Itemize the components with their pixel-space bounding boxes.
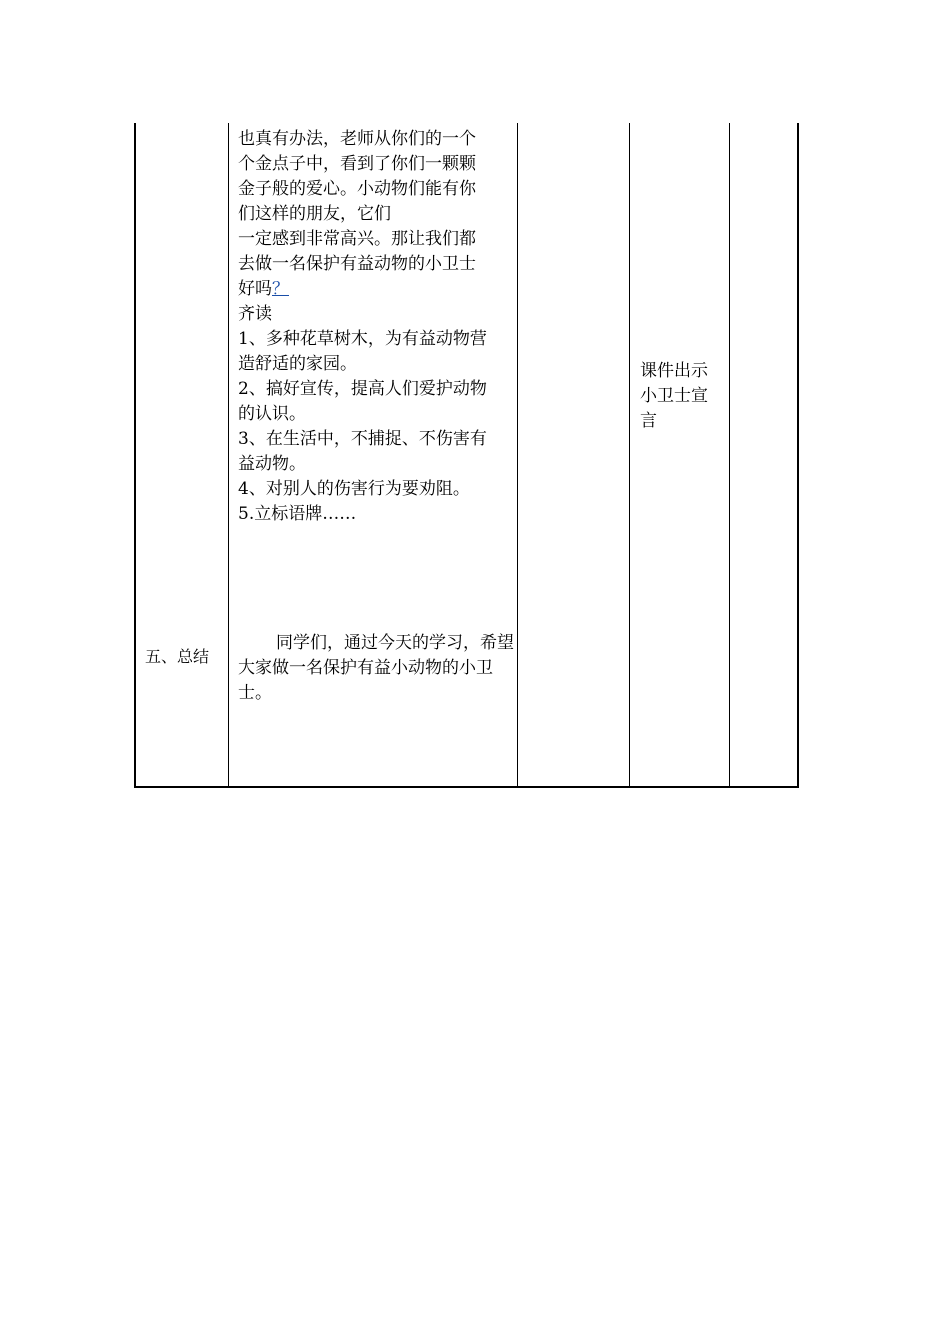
- media-line: 言: [640, 411, 657, 431]
- pledge-line: 1、多种花草树木，为有益动物营: [238, 329, 487, 349]
- pledge-line: 3、在生活中，不捕捉、不伤害有: [238, 429, 487, 449]
- lesson-line-last: [238, 277, 513, 302]
- media-line: 课件出示: [640, 361, 708, 381]
- table-divider-4: [729, 123, 730, 788]
- summary-cell: [238, 631, 513, 706]
- pledge-line: 5.立标语牌……: [238, 504, 357, 524]
- lesson-line: 去做一名保护有益动物的小卫士: [238, 254, 476, 274]
- stage-label: 五、总结: [145, 647, 210, 666]
- table-divider-1: [228, 123, 229, 788]
- table-border-right: [797, 123, 799, 788]
- table-divider-3: [629, 123, 630, 788]
- lesson-line: 一定感到非常高兴。那让我们都: [238, 229, 476, 249]
- table-border-bottom: [134, 786, 799, 788]
- table-border-left: [134, 123, 136, 788]
- media-line: 小卫士宣: [640, 386, 708, 406]
- pledge-line: 4、对别人的伤害行为要劝阻。: [238, 479, 470, 499]
- lesson-line: 们这样的朋友，它们: [238, 204, 391, 224]
- pledge-line: 的认识。: [238, 404, 306, 424]
- question-mark: ？: [272, 279, 289, 299]
- pledge-line: 2、搞好宣传，提高人们爱护动物: [238, 379, 487, 399]
- media-cell: [640, 359, 720, 434]
- lesson-line: 金子般的爱心。小动物们能有你: [238, 179, 476, 199]
- read-aloud-label: 齐读: [238, 304, 272, 324]
- summary-line: 大家做一名保护有益小动物的小卫: [238, 658, 493, 678]
- lesson-line: 也真有办法，老师从你们的一个: [238, 129, 476, 149]
- pledge-line: 益动物。: [238, 454, 306, 474]
- lesson-line: 好吗: [238, 279, 272, 299]
- summary-line: 同学们，通过今天的学习，希望: [276, 633, 514, 653]
- table-divider-2: [517, 123, 518, 788]
- summary-line: 士。: [238, 683, 272, 703]
- lesson-content-cell: [238, 127, 513, 527]
- pledge-line: 造舒适的家园。: [238, 354, 357, 374]
- lesson-line: 个金点子中，看到了你们一颗颗: [238, 154, 476, 174]
